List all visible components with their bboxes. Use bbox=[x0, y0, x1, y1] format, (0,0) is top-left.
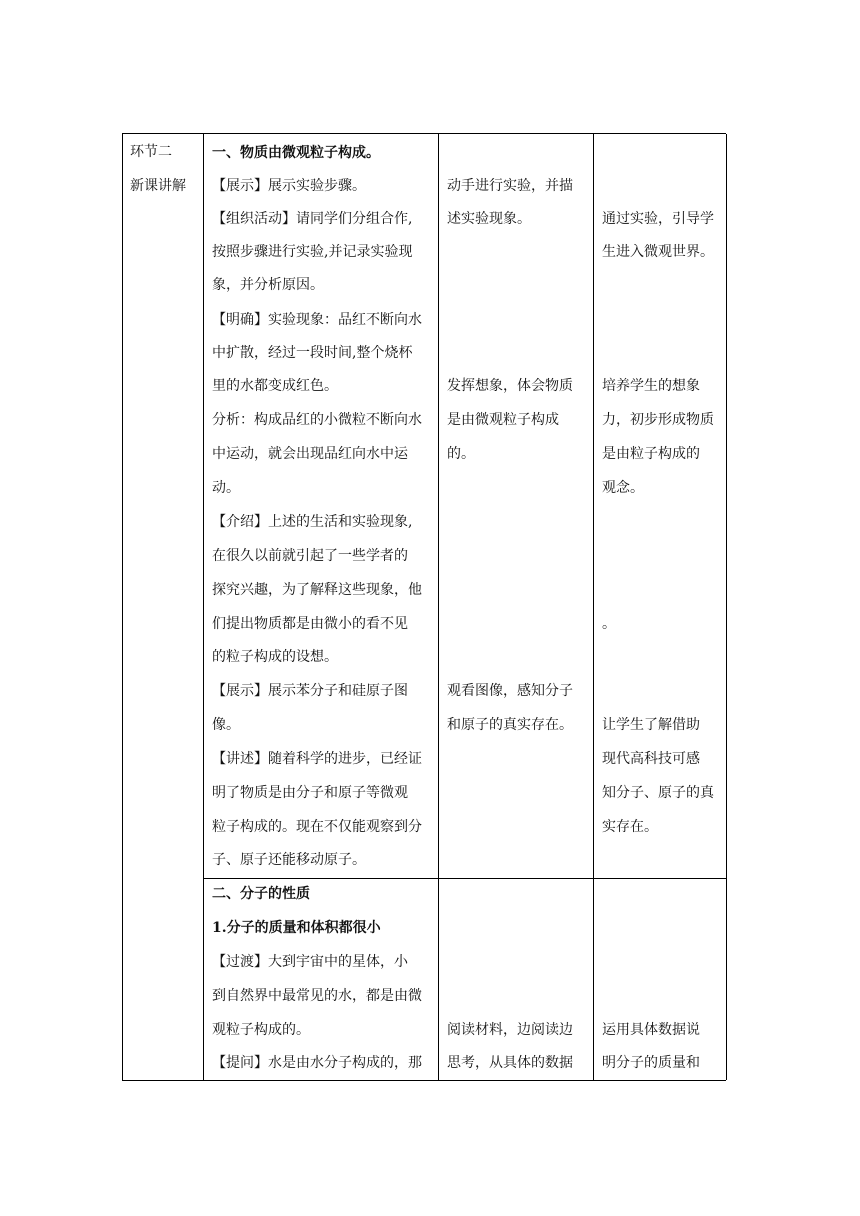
section1-teacher-line: 象，并分析原因。 bbox=[212, 277, 324, 293]
section2-teacher-line: 到自然界中最常见的水，都是由微 bbox=[212, 988, 422, 1004]
section1-student-line: 的。 bbox=[447, 446, 475, 462]
section1-intent-line: 实存在。 bbox=[602, 819, 658, 835]
section1-teacher-line: 中运动，就会出现品红向水中运 bbox=[212, 446, 408, 462]
section1-teacher-line: 明了物质是由分子和原子等微观 bbox=[212, 785, 408, 801]
section1-heading: 一、物质由微观粒子构成。 bbox=[212, 145, 380, 161]
section1-student-line: 述实验现象。 bbox=[447, 211, 531, 227]
section1-student-line: 是由微观粒子构成 bbox=[447, 412, 559, 428]
lesson-table bbox=[122, 133, 726, 1081]
col-divider-4 bbox=[726, 134, 727, 1080]
section1-student-line: 发挥想象，体会物质 bbox=[447, 378, 573, 394]
section1-teacher-line: 里的水都变成红色。 bbox=[212, 378, 338, 394]
col-divider-2 bbox=[438, 134, 439, 1080]
section1-teacher-line: 们提出物质都是由微小的看不见 bbox=[212, 616, 408, 632]
section1-intent-line: 知分子、原子的真 bbox=[602, 785, 714, 801]
stage-label-1: 环节二 bbox=[130, 144, 172, 160]
section1-teacher-line: 【明确】实验现象：品红不断向水 bbox=[212, 312, 422, 328]
section1-intent-line: 培养学生的想象 bbox=[602, 378, 700, 394]
section1-intent-line: 是由粒子构成的 bbox=[602, 446, 700, 462]
section1-teacher-line: 分析：构成品红的小微粒不断向水 bbox=[212, 412, 422, 428]
section1-teacher-line: 按照步骤进行实验,并记录实验现 bbox=[212, 244, 413, 260]
section1-teacher-line: 【展示】展示实验步骤。 bbox=[212, 178, 366, 194]
section1-teacher-line: 探究兴趣，为了解释这些现象，他 bbox=[212, 582, 422, 598]
section2-student-line: 阅读材料，边阅读边 bbox=[447, 1022, 573, 1038]
section2-teacher-line: 【过渡】大到宇宙中的星体，小 bbox=[212, 954, 408, 970]
section1-intent-line: 让学生了解借助 bbox=[602, 717, 700, 733]
row-divider bbox=[203, 878, 727, 879]
section1-intent-line: 通过实验，引导学 bbox=[602, 211, 714, 227]
col-divider-3 bbox=[593, 134, 594, 1080]
section1-intent-line: 力，初步形成物质 bbox=[602, 412, 714, 428]
section1-student-line: 动手进行实验，并描 bbox=[447, 178, 573, 194]
col-divider-1 bbox=[203, 134, 204, 1080]
section1-teacher-line: 【讲述】随着科学的进步，已经证 bbox=[212, 751, 422, 767]
section1-teacher-line: 【展示】展示苯分子和硅原子图 bbox=[212, 683, 408, 699]
section1-teacher-line: 【组织活动】请同学们分组合作, bbox=[212, 211, 413, 227]
section1-student-line: 观看图像，感知分子 bbox=[447, 683, 573, 699]
stage-label-2: 新课讲解 bbox=[130, 178, 186, 194]
section2-subheading: 1.分子的质量和体积都很小 bbox=[212, 920, 381, 936]
section1-teacher-line: 像。 bbox=[212, 717, 240, 733]
section1-intent-line: 。 bbox=[602, 616, 616, 632]
section1-teacher-line: 中扩散，经过一段时间,整个烧杯 bbox=[212, 345, 413, 361]
section2-intent-line: 运用具体数据说 bbox=[602, 1022, 700, 1038]
section2-intent-line: 明分子的质量和 bbox=[602, 1055, 700, 1071]
section1-teacher-line: 在很久以前就引起了一些学者的 bbox=[212, 548, 408, 564]
section1-intent-line: 现代高科技可感 bbox=[602, 751, 700, 767]
section1-teacher-line: 动。 bbox=[212, 480, 240, 496]
section1-teacher-line: 的粒子构成的设想。 bbox=[212, 649, 338, 665]
section2-teacher-line: 【提问】水是由水分子构成的，那 bbox=[212, 1055, 422, 1071]
section1-intent-line: 生进入微观世界。 bbox=[602, 244, 714, 260]
section1-student-line: 和原子的真实存在。 bbox=[447, 717, 573, 733]
section1-teacher-line: 【介绍】上述的生活和实验现象, bbox=[212, 514, 413, 530]
section1-teacher-line: 粒子构成的。现在不仅能观察到分 bbox=[212, 819, 422, 835]
section1-intent-line: 观念。 bbox=[602, 480, 644, 496]
section2-student-line: 思考，从具体的数据 bbox=[447, 1055, 573, 1071]
section2-heading: 二、分子的性质 bbox=[212, 886, 310, 902]
section1-teacher-line: 子、原子还能移动原子。 bbox=[212, 852, 366, 868]
section2-teacher-line: 观粒子构成的。 bbox=[212, 1022, 310, 1038]
